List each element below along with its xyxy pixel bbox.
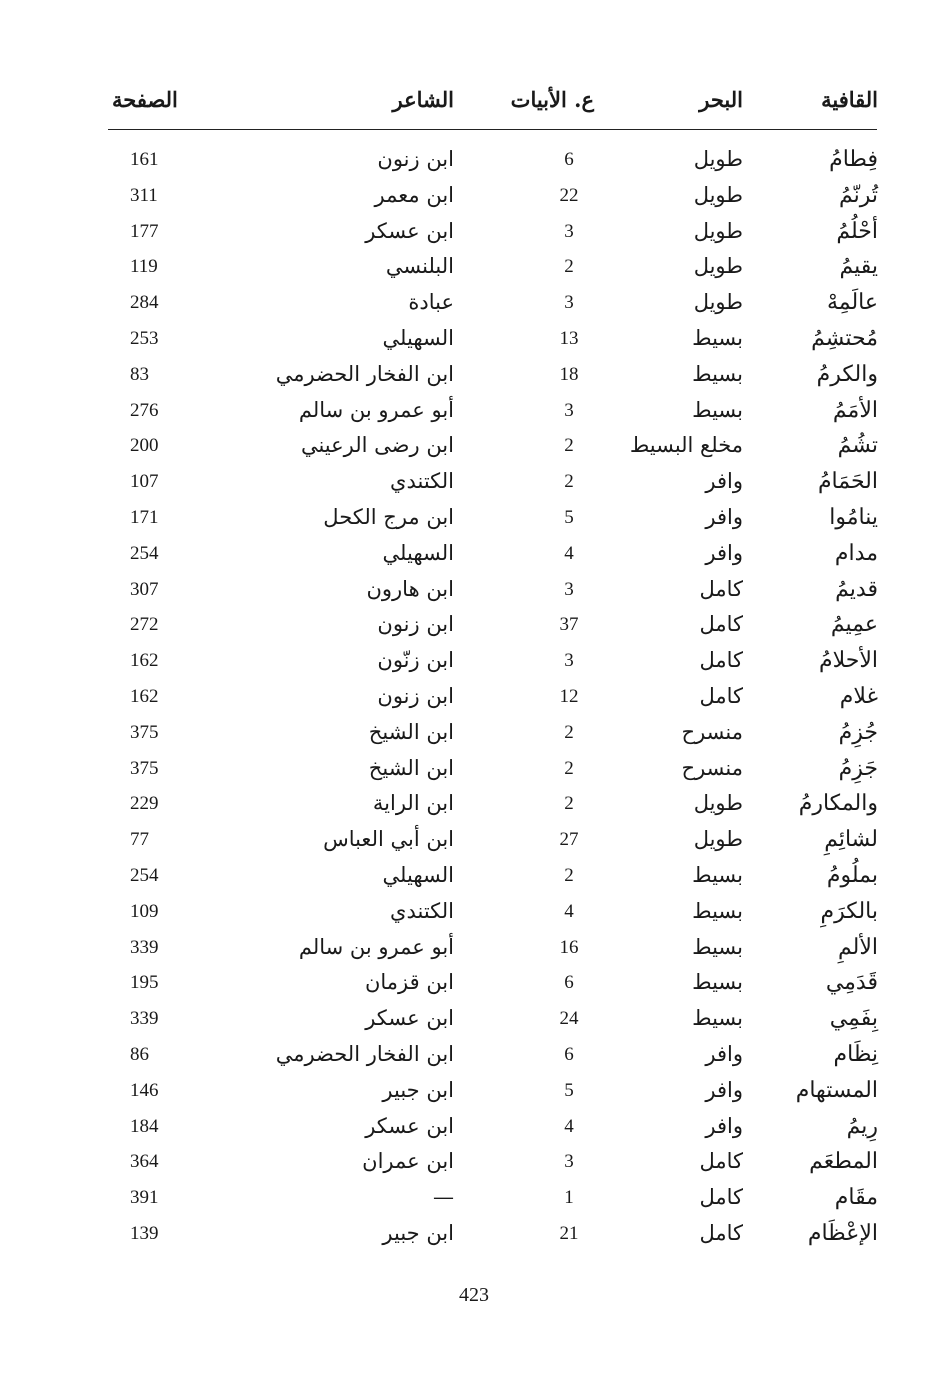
- cell-poet: ابن جبير: [382, 1077, 454, 1102]
- table-row: [0, 1109, 948, 1145]
- cell-page: 391: [130, 1187, 159, 1209]
- cell-bahr: طويل: [693, 182, 743, 207]
- cell-verse-count: 3: [564, 292, 574, 314]
- cell-poet: السهيلي: [382, 540, 454, 565]
- cell-bahr: بسيط: [692, 1006, 743, 1031]
- cell-page: 254: [130, 542, 159, 564]
- cell-page: 375: [130, 757, 159, 779]
- cell-bahr: بسيط: [692, 898, 743, 923]
- cell-qafiya: تشُمُ: [837, 433, 878, 459]
- cell-qafiya: مدام: [834, 540, 878, 566]
- cell-page: 86: [130, 1043, 149, 1065]
- table-row: [0, 393, 948, 429]
- cell-poet: ابن عسكر: [365, 1113, 454, 1138]
- cell-qafiya: رِيمُ: [846, 1113, 878, 1139]
- cell-qafiya: الأمَمُ: [832, 397, 878, 423]
- cell-poet: ابن الفخار الحضرمي: [275, 361, 454, 386]
- cell-qafiya: الإعْظَام: [807, 1220, 878, 1246]
- cell-bahr: بسيط: [692, 970, 743, 995]
- cell-poet: ابن مرج الكحل: [323, 504, 454, 529]
- cell-verse-count: 37: [559, 614, 579, 636]
- cell-poet: أبو عمرو بن سالم: [298, 934, 454, 959]
- table-row: [0, 858, 948, 894]
- cell-verse-count: 1: [564, 1187, 574, 1209]
- cell-qafiya: ينامُوا: [829, 504, 878, 530]
- cell-bahr: مخلع البسيط: [629, 433, 743, 458]
- cell-verse-count: 6: [564, 1043, 574, 1065]
- cell-bahr: وافر: [705, 540, 743, 565]
- page-number: 423: [459, 1284, 489, 1306]
- cell-qafiya: غلام: [839, 683, 878, 709]
- cell-page: 276: [130, 399, 159, 421]
- cell-page: 364: [130, 1151, 159, 1173]
- cell-bahr: طويل: [693, 791, 743, 816]
- cell-qafiya: المستهام: [795, 1077, 878, 1103]
- header-bahr: البحر: [699, 87, 743, 112]
- cell-bahr: وافر: [705, 469, 743, 494]
- table-row: [0, 751, 948, 787]
- cell-verse-count: 22: [559, 184, 579, 206]
- cell-bahr: طويل: [693, 147, 743, 171]
- cell-bahr: طويل: [693, 254, 743, 279]
- cell-qafiya: الحَمَامُ: [817, 469, 878, 495]
- table-row: [0, 679, 948, 715]
- cell-bahr: كامل: [699, 612, 743, 637]
- header-verse-count: ع. الأبيات: [510, 87, 594, 112]
- table-row: [0, 357, 948, 393]
- cell-qafiya: المطعَم: [809, 1149, 878, 1175]
- cell-bahr: كامل: [699, 576, 743, 601]
- cell-qafiya: يقيمُ: [839, 254, 878, 280]
- cell-page: 146: [130, 1079, 159, 1101]
- cell-qafiya: بالكرَمِ: [820, 898, 878, 924]
- cell-bahr: بسيط: [692, 934, 743, 959]
- cell-page: 284: [130, 292, 159, 314]
- cell-verse-count: 4: [564, 1115, 574, 1137]
- table-row: [0, 214, 948, 250]
- cell-qafiya: قَدَمِي: [825, 970, 878, 996]
- table-row: [0, 536, 948, 572]
- cell-poet: عبادة: [408, 290, 454, 315]
- cell-verse-count: 2: [564, 793, 574, 815]
- cell-qafiya: مقَام: [834, 1185, 878, 1211]
- cell-qafiya: جَزِمُ: [838, 755, 878, 781]
- cell-page: 195: [130, 972, 159, 994]
- cell-bahr: بسيط: [692, 325, 743, 350]
- cell-poet: ابن عسكر: [365, 1006, 454, 1031]
- cell-bahr: بسيط: [692, 862, 743, 887]
- cell-page: 307: [130, 578, 159, 600]
- cell-qafiya: عمِيمُ: [830, 612, 878, 638]
- cell-verse-count: 3: [564, 399, 574, 421]
- cell-qafiya: أحْلُمُ: [836, 218, 878, 244]
- table-row: [0, 464, 948, 500]
- cell-page: 200: [130, 435, 159, 457]
- table-body: [0, 142, 948, 1252]
- cell-bahr: طويل: [693, 218, 743, 243]
- cell-bahr: بسيط: [692, 361, 743, 386]
- cell-qafiya: الأحلامُ: [818, 648, 878, 674]
- cell-verse-count: 16: [559, 936, 579, 958]
- header-page: الصفحة: [112, 87, 178, 112]
- cell-poet: ابن أبي العباس: [323, 827, 454, 852]
- cell-verse-count: 2: [564, 256, 574, 278]
- cell-qafiya: فِطامُ: [829, 147, 878, 172]
- cell-bahr: كامل: [699, 683, 743, 708]
- cell-verse-count: 13: [559, 327, 579, 349]
- table-row: [0, 249, 948, 285]
- cell-poet: —: [433, 1185, 454, 1210]
- cell-qafiya: عالَمِهْ: [826, 290, 878, 316]
- table-header: [0, 78, 948, 122]
- table-row: [0, 500, 948, 536]
- cell-page: 162: [130, 685, 159, 707]
- cell-page: 107: [130, 471, 159, 493]
- cell-verse-count: 2: [564, 721, 574, 743]
- cell-page: 229: [130, 793, 159, 815]
- cell-bahr: منسرح: [681, 719, 743, 744]
- cell-page: 177: [130, 220, 159, 242]
- cell-verse-count: 4: [564, 900, 574, 922]
- table-row: [0, 1073, 948, 1109]
- cell-page: 375: [130, 721, 159, 743]
- table-row: [0, 428, 948, 464]
- cell-verse-count: 3: [564, 1151, 574, 1173]
- table-row: [0, 607, 948, 643]
- table-row: [0, 285, 948, 321]
- cell-page: 77: [130, 829, 149, 851]
- cell-poet: ابن زنون: [377, 147, 454, 171]
- cell-page: 162: [130, 650, 159, 672]
- cell-bahr: طويل: [693, 290, 743, 315]
- cell-poet: ابن الراية: [372, 791, 454, 816]
- cell-bahr: كامل: [699, 1185, 743, 1210]
- cell-verse-count: 6: [564, 972, 574, 994]
- cell-verse-count: 3: [564, 220, 574, 242]
- cell-poet: ابن الشيخ: [368, 755, 454, 780]
- cell-bahr: طويل: [693, 827, 743, 852]
- cell-qafiya: بِفَمِي: [829, 1006, 878, 1032]
- header-poet: الشاعر: [392, 87, 454, 112]
- cell-poet: السهيلي: [382, 325, 454, 350]
- cell-poet: ابن عسكر: [365, 218, 454, 243]
- cell-poet: ابن الشيخ: [368, 719, 454, 744]
- cell-verse-count: 3: [564, 578, 574, 600]
- cell-verse-count: 12: [559, 685, 579, 707]
- table-row: [0, 894, 948, 930]
- cell-bahr: كامل: [699, 648, 743, 673]
- cell-bahr: كامل: [699, 1220, 743, 1245]
- table-row: [0, 1001, 948, 1037]
- table-row: [0, 1216, 948, 1252]
- cell-verse-count: 27: [559, 829, 579, 851]
- cell-qafiya: جُزِمُ: [838, 719, 878, 745]
- table-row: [0, 643, 948, 679]
- cell-poet: ابن قزمان: [364, 970, 454, 995]
- cell-page: 171: [130, 506, 159, 528]
- table-row: [0, 965, 948, 1001]
- cell-page: 339: [130, 1008, 159, 1030]
- cell-bahr: وافر: [705, 1113, 743, 1138]
- cell-poet: ابن هارون: [366, 576, 454, 601]
- cell-page: 311: [130, 184, 158, 206]
- cell-page: 83: [130, 363, 149, 385]
- table-row: [0, 572, 948, 608]
- table-row: [0, 142, 948, 178]
- cell-poet: ابن زنون: [377, 683, 454, 708]
- cell-qafiya: تُرنّمُ: [838, 182, 878, 208]
- cell-page: 139: [130, 1222, 159, 1244]
- cell-page: 119: [130, 256, 158, 278]
- cell-page: 339: [130, 936, 159, 958]
- cell-verse-count: 2: [564, 757, 574, 779]
- table-row: [0, 1037, 948, 1073]
- cell-verse-count: 2: [564, 471, 574, 493]
- cell-verse-count: 5: [564, 506, 574, 528]
- cell-poet: ابن جبير: [382, 1220, 454, 1245]
- cell-bahr: وافر: [705, 1041, 743, 1066]
- table-row: [0, 178, 948, 214]
- table-row: [0, 1180, 948, 1216]
- cell-poet: ابن الفخار الحضرمي: [275, 1041, 454, 1066]
- table-row: [0, 1144, 948, 1180]
- cell-poet: ابن زنّون: [377, 648, 454, 673]
- cell-qafiya: بملُومُ: [826, 862, 878, 888]
- header-divider: [108, 129, 877, 130]
- cell-qafiya: والمكارمُ: [798, 791, 878, 817]
- cell-bahr: منسرح: [681, 755, 743, 780]
- cell-verse-count: 18: [559, 363, 579, 385]
- cell-page: 109: [130, 900, 159, 922]
- cell-verse-count: 2: [564, 864, 574, 886]
- table-row: [0, 321, 948, 357]
- cell-qafiya: الألمِ: [837, 934, 878, 960]
- cell-verse-count: 21: [559, 1222, 579, 1244]
- cell-page: 253: [130, 327, 159, 349]
- cell-bahr: كامل: [699, 1149, 743, 1174]
- cell-poet: أبو عمرو بن سالم: [298, 397, 454, 422]
- cell-qafiya: نِظَام: [833, 1041, 878, 1067]
- cell-poet: ابن معمر: [374, 182, 454, 207]
- table-row: [0, 786, 948, 822]
- cell-qafiya: قديمُ: [835, 576, 878, 602]
- cell-bahr: وافر: [705, 504, 743, 529]
- table-row: [0, 930, 948, 966]
- cell-poet: السهيلي: [382, 862, 454, 887]
- cell-page: 184: [130, 1115, 159, 1137]
- cell-verse-count: 5: [564, 1079, 574, 1101]
- cell-verse-count: 4: [564, 542, 574, 564]
- cell-qafiya: والكرمُ: [816, 361, 878, 387]
- cell-page: 272: [130, 614, 159, 636]
- cell-qafiya: لشائِمِ: [824, 827, 878, 853]
- cell-poet: ابن عمران: [362, 1149, 454, 1174]
- cell-qafiya: مُحتشِمُ: [811, 325, 878, 351]
- cell-page: 161: [130, 149, 159, 170]
- cell-bahr: وافر: [705, 1077, 743, 1102]
- cell-poet: البلنسي: [385, 254, 454, 279]
- cell-poet: الكتندي: [390, 898, 454, 923]
- cell-poet: ابن رضى الرعيني: [300, 433, 454, 458]
- cell-verse-count: 6: [564, 149, 574, 170]
- cell-verse-count: 3: [564, 650, 574, 672]
- cell-bahr: بسيط: [692, 397, 743, 422]
- header-qafiya: القافية: [821, 87, 878, 112]
- table-row: [0, 822, 948, 858]
- cell-poet: الكتندي: [390, 469, 454, 494]
- cell-verse-count: 24: [559, 1008, 579, 1030]
- cell-verse-count: 2: [564, 435, 574, 457]
- cell-poet: ابن زنون: [377, 612, 454, 637]
- table-row: [0, 715, 948, 751]
- cell-page: 254: [130, 864, 159, 886]
